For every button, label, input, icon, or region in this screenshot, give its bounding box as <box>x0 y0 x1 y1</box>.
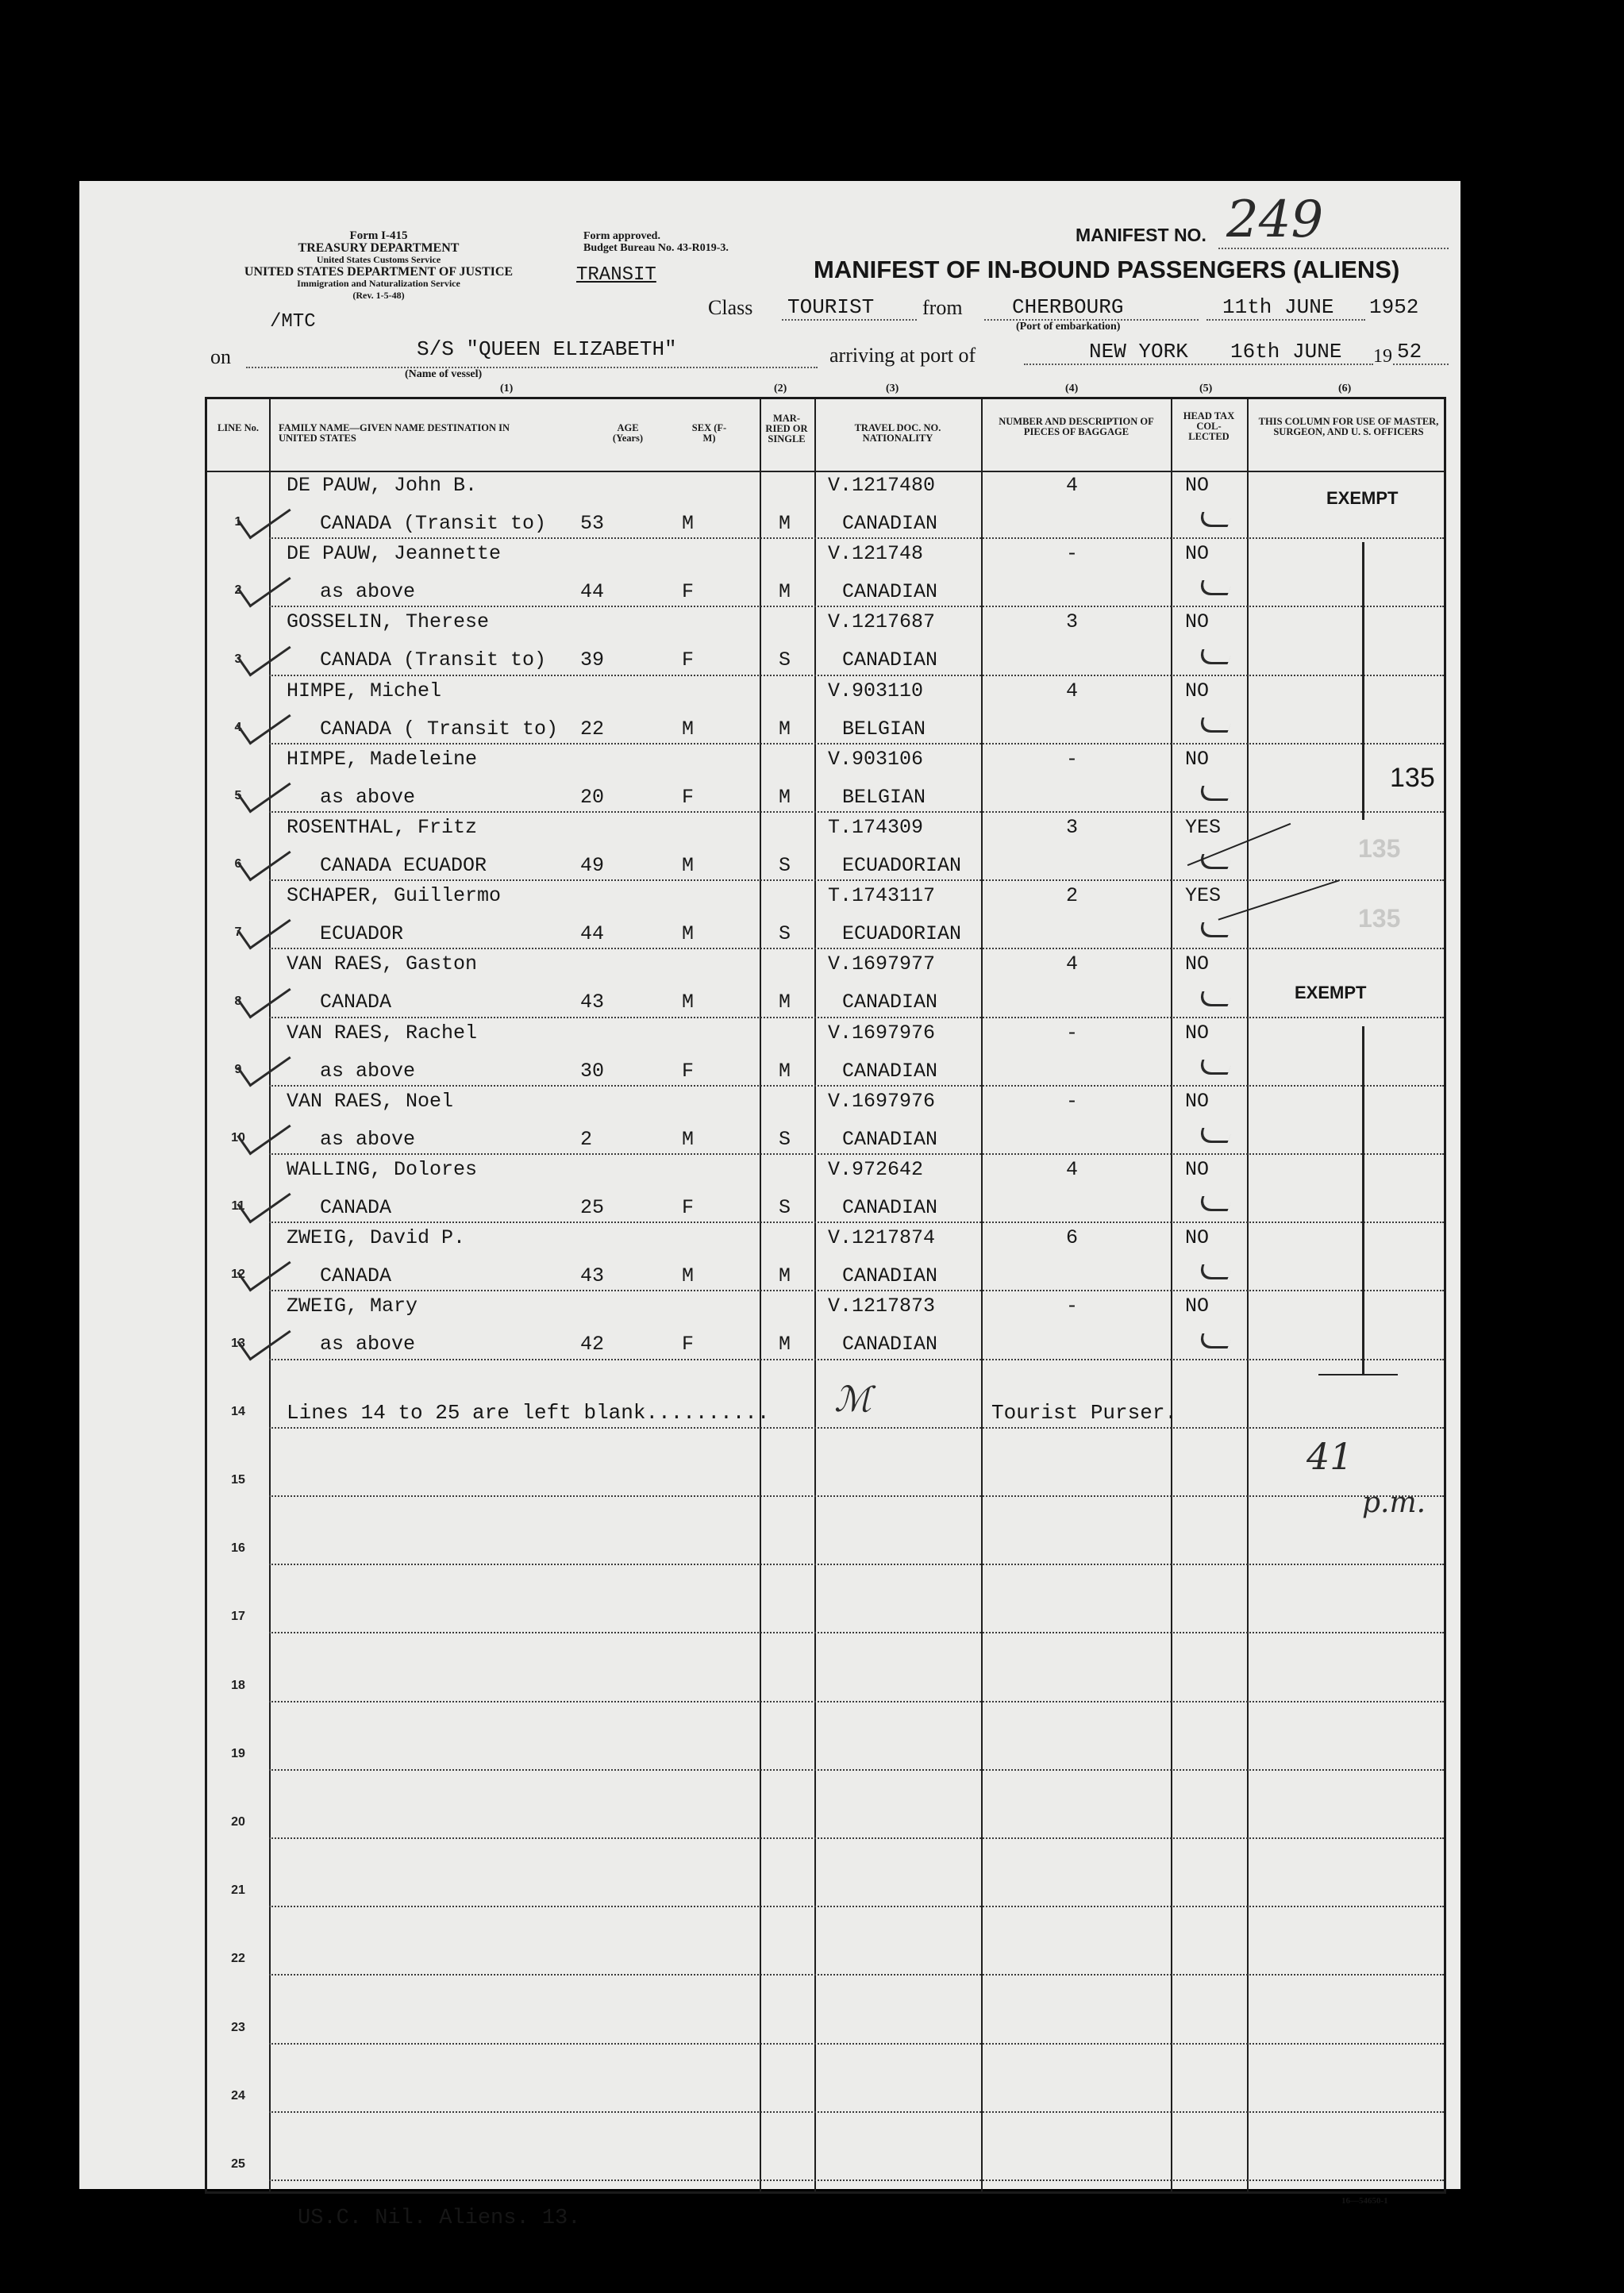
tax-check-icon <box>1197 991 1233 1006</box>
baggage-count: 3 <box>1066 816 1079 839</box>
line-number: 11 <box>231 1199 245 1214</box>
nationality: CANADIAN <box>842 1127 938 1151</box>
age: 20 <box>580 785 605 809</box>
line-number: 16 <box>231 1541 245 1556</box>
exempt-count-1: 135 <box>1390 763 1435 793</box>
nationality: CANADIAN <box>842 1059 938 1083</box>
arrival-line <box>1024 364 1373 365</box>
nationality: BELGIAN <box>842 717 926 741</box>
passenger-name: WALLING, Dolores <box>287 1158 478 1181</box>
head-tax: NO <box>1185 679 1210 702</box>
sex: F <box>682 1333 695 1356</box>
col-num-1: (1) <box>500 383 514 394</box>
marital-status: M <box>779 580 791 604</box>
vessel-line <box>246 367 818 368</box>
line-number: 3 <box>234 652 242 666</box>
check-mark-icon <box>237 1245 291 1292</box>
age: 44 <box>580 922 605 946</box>
form-approved: Form approved. <box>583 230 660 242</box>
arriving-label: arriving at port of <box>829 344 976 367</box>
nationality: CANADIAN <box>842 580 938 604</box>
travel-doc-number: V.1217687 <box>828 610 936 634</box>
marital-status: S <box>779 1196 791 1219</box>
nationality: CANADIAN <box>842 1333 938 1356</box>
line-number: 13 <box>231 1336 245 1350</box>
from-label: from <box>922 296 963 319</box>
destination: CANADA (Transit to) <box>320 512 547 535</box>
head-tax: NO <box>1185 610 1210 634</box>
table-row <box>207 744 1444 813</box>
depart-year: 1952 <box>1369 295 1419 319</box>
age: 30 <box>580 1059 605 1083</box>
line-number: 21 <box>231 1883 245 1898</box>
depart-date: 11th JUNE <box>1222 295 1334 319</box>
table-row <box>207 949 1444 1018</box>
col-num-5: (5) <box>1199 383 1213 394</box>
check-mark-icon <box>237 1313 291 1360</box>
arrival-date: 16th JUNE <box>1230 340 1342 364</box>
col-header-officers: THIS COLUMN FOR USE OF MASTER, SURGEON, AND U. S. OFFICERS <box>1258 416 1439 437</box>
table-row <box>207 1291 1444 1360</box>
col-header-doc: TRAVEL DOC. NO. NATIONALITY <box>854 422 941 444</box>
form-revision: (Rev. 1-5-48) <box>352 290 405 301</box>
nationality: ECUADORIAN <box>842 922 962 946</box>
line-number: 14 <box>231 1404 245 1418</box>
manifest-number: 249 <box>1226 190 1324 249</box>
passenger-name: DE PAUW, Jeannette <box>287 542 502 566</box>
head-tax: YES <box>1185 816 1222 839</box>
line-number: 12 <box>231 1268 245 1282</box>
passenger-name: SCHAPER, Guillermo <box>287 884 502 908</box>
table-row <box>207 1087 1444 1155</box>
depart-date-line <box>1206 319 1365 321</box>
age: 49 <box>580 854 605 877</box>
nationality: CANADIAN <box>842 991 938 1014</box>
baggage-count: - <box>1066 1021 1079 1045</box>
footer-summary: US.C. Nil. Aliens. 13. <box>298 2206 581 2230</box>
table-row <box>207 1155 1444 1223</box>
tax-check-icon <box>1197 718 1233 733</box>
blank-table-row <box>207 1702 1444 1771</box>
line-number: 8 <box>234 994 242 1008</box>
tax-check-icon <box>1197 1264 1233 1279</box>
manifest-title: MANIFEST OF IN-BOUND PASSENGERS (ALIENS) <box>814 256 1400 283</box>
check-mark-icon <box>237 1176 291 1224</box>
baggage-count: - <box>1066 1295 1079 1318</box>
col-header-married: MAR-RIED OR SINGLE <box>765 413 808 444</box>
head-tax: NO <box>1185 1158 1210 1181</box>
travel-doc-number: V.903110 <box>828 679 924 702</box>
marital-status: S <box>779 854 791 877</box>
baggage-count: 4 <box>1066 679 1079 702</box>
customs-service: United States Customs Service <box>316 254 441 265</box>
destination: as above <box>320 1333 416 1356</box>
exempt-count-2: 135 <box>1358 834 1401 863</box>
nationality: CANADIAN <box>842 512 938 535</box>
marital-status: M <box>779 1333 791 1356</box>
travel-doc-number: V.1697976 <box>828 1021 936 1045</box>
line-number: 6 <box>234 857 242 871</box>
marital-status: M <box>779 785 791 809</box>
blank-lines-note <box>287 1401 770 1425</box>
line-number: 18 <box>231 1678 245 1692</box>
head-tax: NO <box>1185 952 1210 976</box>
manifest-number-label: MANIFEST NO. <box>1076 225 1206 245</box>
vessel-caption: (Name of vessel) <box>405 368 483 380</box>
travel-doc-number: V.1217873 <box>828 1295 936 1318</box>
sex: F <box>682 785 695 809</box>
travel-doc-number: V.1697977 <box>828 952 936 976</box>
baggage-count: 4 <box>1066 952 1079 976</box>
blank-lines-text: Lines 14 to 25 are left blank.......... <box>287 1401 770 1425</box>
blank-table-row <box>207 1907 1444 1976</box>
ins-service: Immigration and Naturalization Service <box>297 278 460 289</box>
line-number: 1 <box>234 515 242 529</box>
baggage-count: - <box>1066 1089 1079 1113</box>
justice-dept: UNITED STATES DEPARTMENT OF JUSTICE <box>244 265 514 279</box>
baggage-count: 2 <box>1066 884 1079 908</box>
marital-status: S <box>779 648 791 672</box>
arrival-year: 52 <box>1397 340 1422 364</box>
exempt-count-3: 135 <box>1358 904 1401 933</box>
head-tax: NO <box>1185 542 1210 566</box>
inspector-initials: 41 <box>1307 1435 1353 1478</box>
travel-doc-number: V.1217480 <box>828 474 936 497</box>
head-tax: NO <box>1185 747 1210 771</box>
table-row <box>207 539 1444 607</box>
class-value: TOURIST <box>787 295 875 319</box>
passenger-name: ROSENTHAL, Fritz <box>287 816 478 839</box>
purser-label: Tourist Purser. <box>991 1401 1178 1425</box>
destination: CANADA <box>320 1264 392 1288</box>
col-num-4: (4) <box>1065 383 1079 394</box>
age: 43 <box>580 1264 605 1288</box>
check-mark-icon <box>237 902 291 950</box>
head-tax: NO <box>1185 1089 1210 1113</box>
from-value: CHERBOURG <box>1012 295 1124 319</box>
blank-table-row <box>207 2045 1444 2113</box>
age: 25 <box>580 1196 605 1219</box>
col-header-tax: HEAD TAX COL-LECTED <box>1183 410 1235 442</box>
age: 42 <box>580 1333 605 1356</box>
marital-status: M <box>779 1059 791 1083</box>
class-line <box>782 319 917 321</box>
baggage-count: 4 <box>1066 474 1079 497</box>
destination: as above <box>320 785 416 809</box>
check-mark-icon <box>237 971 291 1018</box>
vessel-name: S/S "QUEEN ELIZABETH" <box>417 337 677 361</box>
arrival-year-prefix: 19 <box>1373 346 1392 367</box>
treasury-dept: TREASURY DEPARTMENT <box>298 241 460 255</box>
blank-table-row <box>207 1771 1444 1839</box>
passenger-name: DE PAUW, John B. <box>287 474 478 497</box>
tax-check-icon <box>1197 1060 1233 1075</box>
print-code: 16—54650-1 <box>1341 2196 1388 2206</box>
col-header-name: FAMILY NAME—GIVEN NAME DESTINATION IN UNITED STATES <box>279 422 510 444</box>
travel-doc-number: V.1697976 <box>828 1089 936 1113</box>
head-tax: NO <box>1185 474 1210 497</box>
age: 22 <box>580 717 605 741</box>
tax-check-icon <box>1197 854 1233 869</box>
travel-doc-number: V.903106 <box>828 747 924 771</box>
marital-status: S <box>779 1127 791 1151</box>
line-number: 15 <box>231 1472 245 1487</box>
arrival-port: NEW YORK <box>1089 340 1188 364</box>
head-tax: NO <box>1185 1021 1210 1045</box>
sex: M <box>682 854 695 877</box>
form-number: Form I-415 <box>349 229 408 242</box>
tax-check-icon <box>1197 1128 1233 1143</box>
line-number: 25 <box>231 2156 245 2171</box>
inspector-time: p.m. <box>1362 1487 1426 1519</box>
on-label: on <box>210 345 231 368</box>
travel-doc-number: T.174309 <box>828 816 924 839</box>
destination: CANADA <box>320 991 392 1014</box>
blank-table-row <box>207 1497 1444 1565</box>
table-row <box>207 813 1444 881</box>
age: 44 <box>580 580 605 604</box>
travel-doc-number: V.1217874 <box>828 1226 936 1250</box>
class-label: Class <box>708 296 753 319</box>
embark-caption: (Port of embarkation) <box>1016 321 1121 333</box>
tax-check-icon <box>1197 922 1233 937</box>
col-header-line: LINE No. <box>217 422 260 433</box>
age: 2 <box>580 1127 593 1151</box>
tax-check-icon <box>1197 786 1233 801</box>
sex: M <box>682 1127 695 1151</box>
tax-check-icon <box>1197 1196 1233 1211</box>
head-tax: YES <box>1185 884 1222 908</box>
exempt-stamp-1: EXEMPT <box>1326 488 1399 508</box>
marital-status: M <box>779 991 791 1014</box>
check-mark-icon <box>237 560 291 608</box>
sex: F <box>682 1059 695 1083</box>
mtc-mark: /MTC <box>270 311 316 333</box>
check-mark-icon <box>237 629 291 676</box>
transit-stamp: TRANSIT <box>576 264 656 286</box>
passenger-name: HIMPE, Madeleine <box>287 747 478 771</box>
head-tax: NO <box>1185 1295 1210 1318</box>
table-row <box>207 676 1444 744</box>
blank-table-row <box>207 1839 1444 1907</box>
nationality: CANADIAN <box>842 1264 938 1288</box>
nationality: CANADIAN <box>842 648 938 672</box>
manifest-number-line <box>1218 248 1449 249</box>
tax-check-icon <box>1197 1333 1233 1348</box>
destination: as above <box>320 580 416 604</box>
line-number: 10 <box>231 1130 245 1145</box>
check-mark-icon <box>237 1039 291 1087</box>
passenger-name: ZWEIG, David P. <box>287 1226 466 1250</box>
blank-table-row <box>207 1633 1444 1702</box>
destination: ECUADOR <box>320 922 404 946</box>
sex: M <box>682 991 695 1014</box>
col-num-2: (2) <box>774 383 787 394</box>
travel-doc-number: V.972642 <box>828 1158 924 1181</box>
col-header-sex: SEX (F-M) <box>691 422 727 444</box>
line-number: 22 <box>231 1952 245 1966</box>
passenger-name: HIMPE, Michel <box>287 679 442 702</box>
travel-doc-number: V.121748 <box>828 542 924 566</box>
check-mark-icon <box>237 1108 291 1156</box>
baggage-count: - <box>1066 542 1079 566</box>
sex: F <box>682 1196 695 1219</box>
passenger-name: VAN RAES, Noel <box>287 1089 454 1113</box>
marital-status: M <box>779 1264 791 1288</box>
destination: as above <box>320 1127 416 1151</box>
age: 43 <box>580 991 605 1014</box>
head-tax: NO <box>1185 1226 1210 1250</box>
row-rule <box>269 2180 1444 2181</box>
table-row <box>207 1018 1444 1087</box>
sex: M <box>682 717 695 741</box>
travel-doc-number: T.1743117 <box>828 884 936 908</box>
destination: CANADA ECUADOR <box>320 854 487 877</box>
sex: M <box>682 512 695 535</box>
sex: F <box>682 648 695 672</box>
passenger-table <box>205 397 1446 2194</box>
tax-check-icon <box>1197 649 1233 664</box>
age: 53 <box>580 512 605 535</box>
col-header-baggage: NUMBER AND DESCRIPTION OF PIECES OF BAGGAGE <box>999 416 1154 437</box>
passenger-name: VAN RAES, Gaston <box>287 952 478 976</box>
tax-check-icon <box>1197 512 1233 527</box>
line-number: 19 <box>231 1746 245 1760</box>
baggage-count: 4 <box>1066 1158 1079 1181</box>
approval-block <box>583 230 729 254</box>
col-num-3: (3) <box>886 383 899 394</box>
baggage-count: 3 <box>1066 610 1079 634</box>
nationality: ECUADORIAN <box>842 854 962 877</box>
line-number: 2 <box>234 583 242 598</box>
line-number: 9 <box>234 1062 242 1076</box>
check-mark-icon <box>237 492 291 540</box>
table-row <box>207 607 1444 675</box>
year-line <box>1393 364 1449 365</box>
blank-table-row <box>207 1429 1444 1497</box>
table-row <box>207 471 1444 539</box>
marital-status: M <box>779 717 791 741</box>
budget-bureau: Budget Bureau No. 43-R019-3. <box>583 242 729 254</box>
blank-table-row <box>207 1565 1444 1633</box>
marital-status: M <box>779 512 791 535</box>
passenger-name: ZWEIG, Mary <box>287 1295 418 1318</box>
baggage-count: - <box>1066 747 1079 771</box>
sex: F <box>682 580 695 604</box>
sex: M <box>682 922 695 946</box>
exempt-stamp-2: EXEMPT <box>1295 983 1367 1002</box>
exempt-arrow-2-tip <box>1318 1374 1398 1375</box>
check-mark-icon <box>237 697 291 744</box>
col-header-age: AGE (Years) <box>612 422 644 444</box>
exempt-arrow-1 <box>1362 542 1364 820</box>
table-row <box>207 1223 1444 1291</box>
marital-status: S <box>779 922 791 946</box>
blank-table-row <box>207 2113 1444 2181</box>
passenger-name: VAN RAES, Rachel <box>287 1021 478 1045</box>
table-row <box>207 881 1444 949</box>
line-number: 17 <box>231 1610 245 1624</box>
line-number: 20 <box>231 1814 245 1829</box>
col-num-6: (6) <box>1338 383 1352 394</box>
check-mark-icon <box>237 766 291 814</box>
nationality: CANADIAN <box>842 1196 938 1219</box>
purser-signature: ℳ <box>834 1379 872 1420</box>
check-mark-icon <box>237 834 291 882</box>
form-block <box>208 230 549 302</box>
sex: M <box>682 1264 695 1288</box>
destination: as above <box>320 1059 416 1083</box>
nationality: BELGIAN <box>842 785 926 809</box>
passenger-name: GOSSELIN, Therese <box>287 610 490 634</box>
tax-check-icon <box>1197 580 1233 595</box>
line-number: 23 <box>231 2020 245 2034</box>
line-number: 7 <box>234 925 242 940</box>
line-number: 4 <box>234 720 242 734</box>
line-number: 24 <box>231 2088 245 2103</box>
line-number: 5 <box>234 788 242 802</box>
age: 39 <box>580 648 605 672</box>
baggage-count: 6 <box>1066 1226 1079 1250</box>
exempt-arrow-2 <box>1362 1026 1364 1375</box>
destination: CANADA <box>320 1196 392 1219</box>
blank-table-row <box>207 1976 1444 2044</box>
destination: CANADA (Transit to) <box>320 648 547 672</box>
destination: CANADA ( Transit to) <box>320 717 559 741</box>
